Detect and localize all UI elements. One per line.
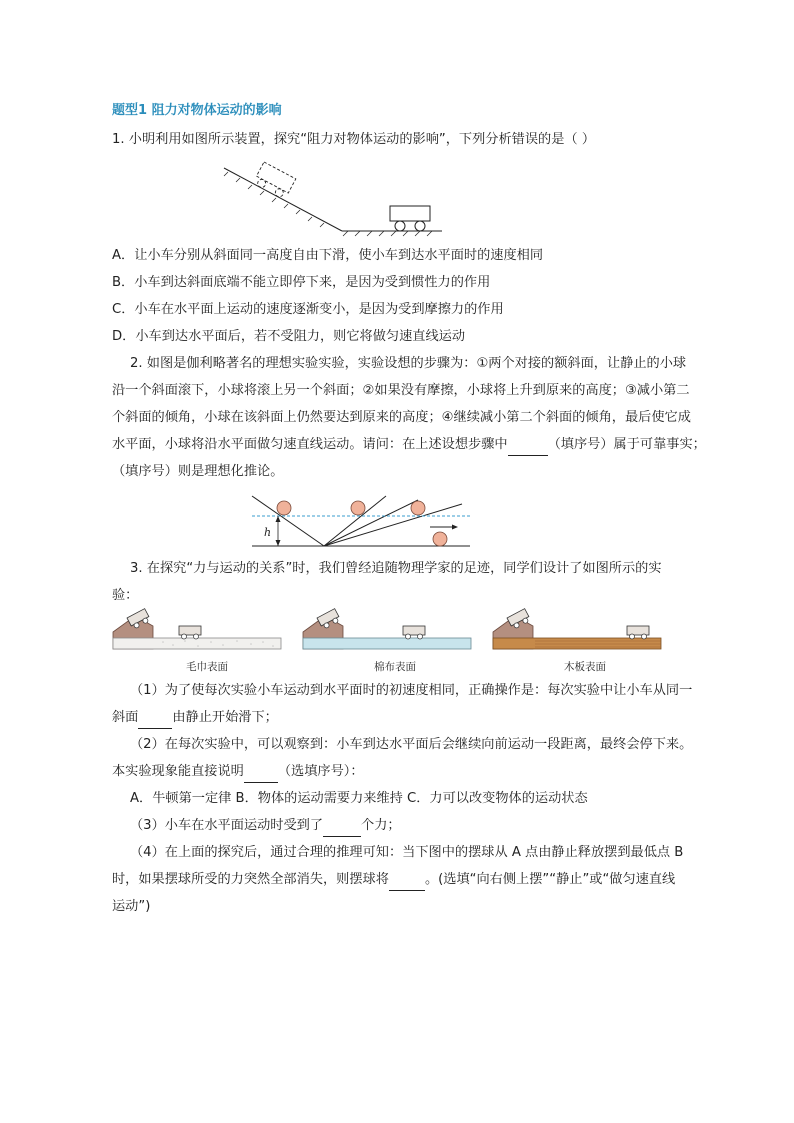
q2-height-label: h <box>264 526 272 539</box>
section-title: 题型1 阻力对物体运动的影响 <box>112 103 282 118</box>
q3-line-2: 验： <box>112 588 139 603</box>
q3-part4-line-2 <box>112 870 675 891</box>
q3-part2-line-1: （2）在每次实验中，可以观察到：小车到达水平面后会继续向前运动一段距离，最终会停下来。 <box>130 737 693 752</box>
q1-option-b: B．小车到达斜面底端不能立即停下来，是因为受到惯性力的作用 <box>112 275 491 290</box>
q3-line-1: 3. 在探究“力与运动的关系”时，我们曾经追随物理学家的足迹，同学们设计了如图所示的实 <box>130 561 662 576</box>
q3-blank-2[interactable] <box>244 762 278 783</box>
q3-figure-cotton <box>303 612 473 654</box>
q2-figure-galileo <box>252 494 472 552</box>
q1-option-d: D．小车到达水平面后，若不受阻力，则它将做匀速直线运动 <box>112 329 466 344</box>
q3-part3 <box>130 816 401 837</box>
q3-caption-cotton: 棉布表面 <box>374 661 416 673</box>
q3-figure-wood <box>493 612 663 654</box>
q3-part2-line-2 <box>112 762 364 783</box>
q3-part1-post: 由静止开始滑下； <box>172 710 278 725</box>
q1-stem: 1. 小明利用如图所示装置，探究“阻力对物体运动的影响”，下列分析错误的是（ ） <box>112 132 596 147</box>
q1-option-c: C．小车在水平面上运动的速度逐渐变小，是因为受到摩擦力的作用 <box>112 302 504 317</box>
q3-figure-towel <box>113 612 283 654</box>
q3-blank-3[interactable] <box>323 816 361 837</box>
q2-line-5: （填序号）则是理想化推论。 <box>112 464 284 479</box>
q3-blank-1[interactable] <box>138 708 172 729</box>
q2-blank-fact[interactable] <box>508 435 548 456</box>
q3-part2-pre: 本实验现象能直接说明 <box>112 764 244 779</box>
q3-part2-post: （选填序号）： <box>277 764 364 779</box>
q2-line-4-text-b: （填序号）属于可靠事实； <box>547 437 706 452</box>
q3-part3-pre: （3）小车在水平面运动时受到了 <box>130 818 324 833</box>
q1-option-a: A．让小车分别从斜面同一高度自由下滑，使小车到达水平面时的速度相同 <box>112 248 544 263</box>
q3-part2-options: A．牛顿第一定律 B．物体的运动需要力来维持 C．力可以改变物体的运动状态 <box>130 791 588 806</box>
q3-part1-line-2 <box>112 708 278 729</box>
q2-line-3: 个斜面的倾角，小球在该斜面上仍然要达到原来的高度；④继续减小第二个斜面的倾角，最后使它成 <box>112 410 691 425</box>
q2-line-1: 2. 如图是伽利略著名的理想实验实验，实验设想的步骤为：①两个对接的额斜面，让静止的小球 <box>130 356 687 371</box>
q3-part4-line-1: （4）在上面的探究后，通过合理的推理可知：当下图中的摆球从 A 点由静止释放摆到最低点 B <box>130 845 684 860</box>
q3-part4-post: 。(选填“向右侧上摆”“静止”或“做匀速直线 <box>424 872 676 887</box>
q2-line-4 <box>112 435 706 456</box>
q2-line-4-text-a: 水平面，小球将沿水平面做匀速直线运动。请问：在上述设想步骤中 <box>112 437 508 452</box>
q1-figure-incline-cart <box>222 158 442 238</box>
q3-blank-4[interactable] <box>389 870 425 891</box>
q3-caption-wood: 木板表面 <box>564 661 606 673</box>
q3-part1-line-1: （1）为了使每次实验小车运动到水平面时的初速度相同，正确操作是：每次实验中让小车从同一 <box>130 683 693 698</box>
q3-caption-towel: 毛巾表面 <box>186 661 228 673</box>
q3-part1-pre: 斜面 <box>112 710 139 725</box>
q3-part4-line-3: 运动”) <box>112 899 151 914</box>
q3-part4-pre: 时，如果摆球所受的力突然全部消失，则摆球将 <box>112 872 389 887</box>
q2-line-2: 沿一个斜面滚下，小球将滚上另一个斜面；②如果没有摩擦，小球将上升到原来的高度；③减小第二 <box>112 383 690 398</box>
q3-part3-post: 个力； <box>361 818 401 833</box>
